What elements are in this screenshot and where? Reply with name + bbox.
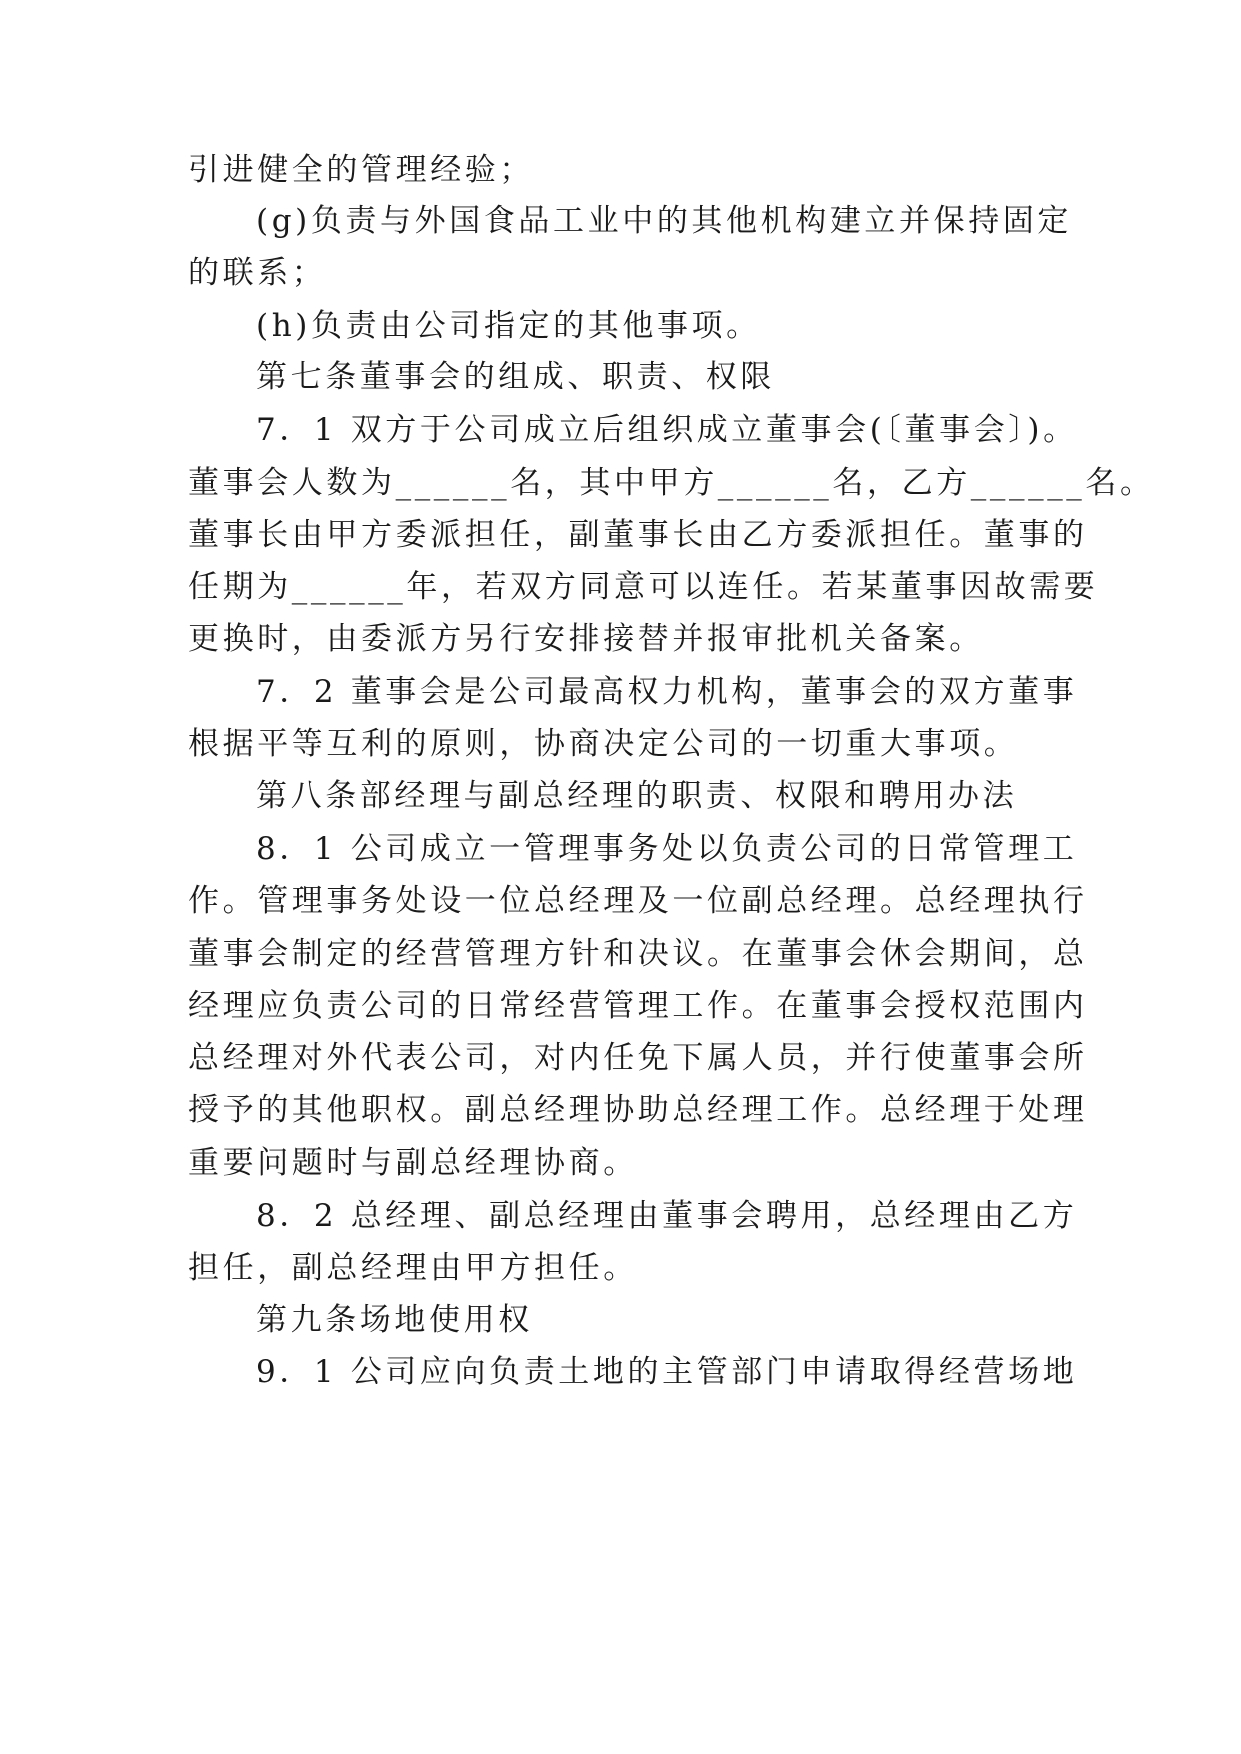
text-line: 的联系； (188, 255, 327, 291)
text-line: 8．1 公司成立一管理事务处以负责公司的日常管理工 (256, 831, 1078, 867)
section-heading: 第七条董事会的组成、职责、权限 (256, 359, 775, 395)
text-line: 根据平等互利的原则，协商决定公司的一切重大事项。 (188, 726, 1019, 762)
text-line: 经理应负责公司的日常经营管理工作。在董事会授权范围内 (188, 988, 1088, 1024)
text-line: 9．1 公司应向负责土地的主管部门申请取得经营场地 (256, 1354, 1078, 1390)
text-line: 作。管理事务处设一位总经理及一位副总经理。总经理执行 (188, 883, 1088, 919)
text-line: 总经理对外代表公司，对内任免下属人员，并行使董事会所 (188, 1040, 1088, 1076)
text-line: 任期为______年，若双方同意可以连任。若某董事因故需要 (188, 569, 1099, 605)
text-line: 引进健全的管理经验； (188, 152, 534, 188)
text-line: 董事长由甲方委派担任，副董事长由乙方委派担任。董事的 (188, 517, 1088, 553)
text-line: 8．2 总经理、副总经理由董事会聘用，总经理由乙方 (256, 1198, 1078, 1234)
text-line: (h)负责由公司指定的其他事项。 (256, 308, 761, 344)
section-heading: 第八条部经理与副总经理的职责、权限和聘用办法 (256, 778, 1018, 814)
text-line: 担任，副总经理由甲方担任。 (188, 1250, 638, 1286)
text-line: 更换时，由委派方另行安排接替并报审批机关备案。 (188, 621, 984, 657)
text-line: 董事会人数为______名，其中甲方______名，乙方______名。 (188, 465, 1155, 501)
text-line: 授予的其他职权。副总经理协助总经理工作。总经理于处理 (188, 1092, 1088, 1128)
text-line: 7．1 双方于公司成立后组织成立董事会(〔董事会〕)。 (256, 412, 1078, 448)
section-heading: 第九条场地使用权 (256, 1302, 533, 1338)
text-line: 董事会制定的经营管理方针和决议。在董事会休会期间，总 (188, 936, 1088, 972)
text-line: 重要问题时与副总经理协商。 (188, 1145, 638, 1181)
text-line: 7．2 董事会是公司最高权力机构，董事会的双方董事 (256, 674, 1078, 710)
text-line: (g)负责与外国食品工业中的其他机构建立并保持固定 (256, 203, 1073, 239)
